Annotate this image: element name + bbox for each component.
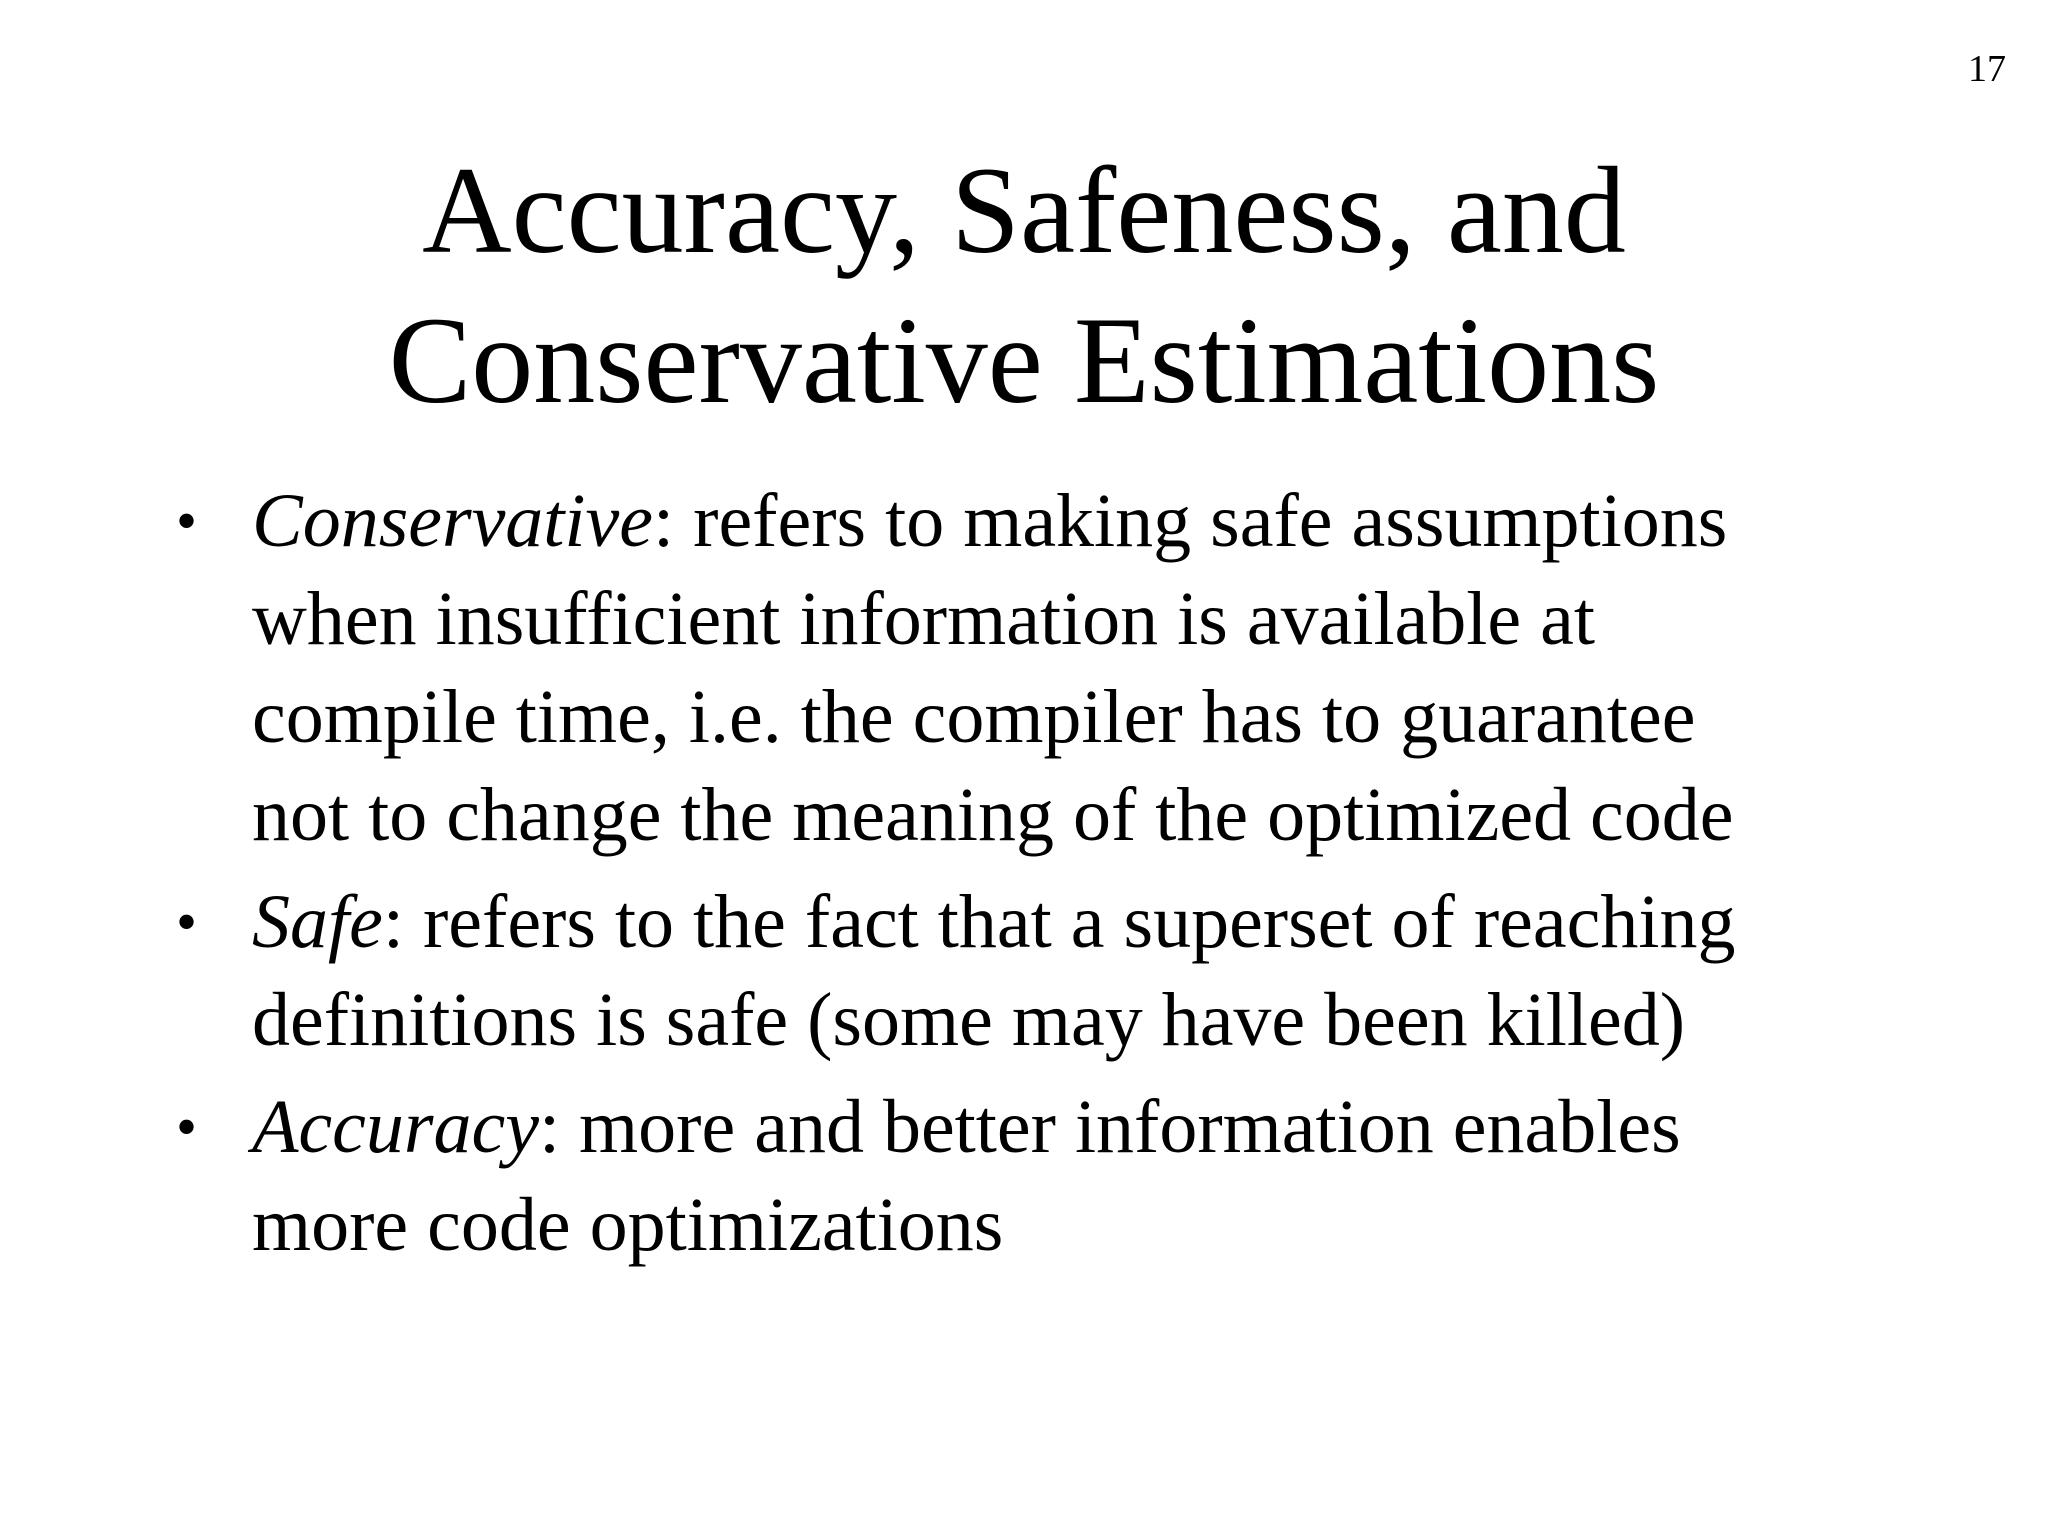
bullet-text: : more and better information enables <box>538 1085 1681 1169</box>
bullet-icon: • <box>176 889 198 955</box>
bullet-icon: • <box>176 1094 198 1160</box>
bullet-text: : refers to making safe assumptions <box>653 479 1728 563</box>
bullet-list <box>176 472 1902 1283</box>
bullet-item-accuracy <box>176 1078 1902 1274</box>
bullet-text: : refers to the fact that a superset of reaching <box>382 880 1736 964</box>
bullet-line <box>252 1078 1902 1176</box>
bullet-line: more code optimizations <box>252 1183 1004 1267</box>
bullet-line: not to change the meaning of the optimized code <box>252 773 1734 857</box>
bullet-line: when insufficient information is available at <box>252 577 1595 661</box>
slide-title-line-2: Conservative Estimations <box>388 292 1660 429</box>
bullet-item-safe <box>176 873 1902 1069</box>
bullet-term: Safe <box>252 880 383 964</box>
page-number: 17 <box>1968 48 2006 90</box>
slide-title-line-1: Accuracy, Safeness, and <box>422 142 1626 279</box>
slide-title <box>0 136 2048 436</box>
bullet-item-conservative <box>176 472 1902 864</box>
bullet-term: Accuracy <box>252 1085 539 1169</box>
bullet-line <box>252 873 1902 971</box>
bullet-icon: • <box>176 488 198 554</box>
bullet-term: Conservative <box>252 479 654 563</box>
bullet-line <box>252 472 1902 570</box>
bullet-line: definitions is safe (some may have been killed) <box>252 978 1686 1062</box>
bullet-line: compile time, i.e. the compiler has to guarantee <box>252 675 1696 759</box>
